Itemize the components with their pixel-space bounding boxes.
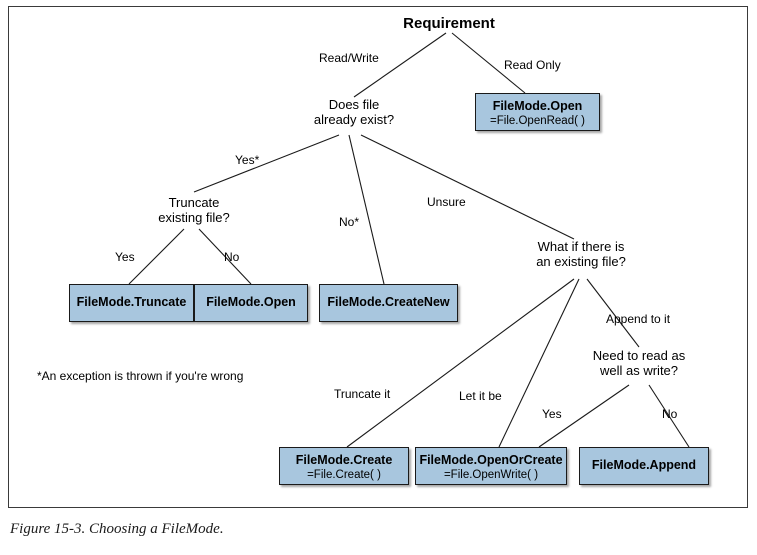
question-truncate-existing [134,195,254,225]
box-filemode-openorcreate [415,447,567,485]
box-filemode-openorcreate-sub: =File.OpenWrite( ) [443,469,539,481]
question-file-exists-line1: Does file [328,97,380,112]
question-file-exists [294,97,414,127]
edge-label-yes-truncate: Yes [115,250,135,264]
box-filemode-create-title: FileMode.Create [295,453,393,467]
box-filemode-truncate-title: FileMode.Truncate [76,295,187,309]
question-file-exists-line2: already exist? [313,112,395,127]
question-need-read-write-line2: well as write? [599,363,679,378]
edge-label-read-write: Read/Write [319,51,379,65]
edge-label-append-to-it: Append to it [606,312,671,326]
box-filemode-truncate [69,284,194,322]
question-existing-file-line1: What if there is [537,239,625,254]
question-need-read-write [574,348,704,378]
question-existing-file [521,239,641,269]
box-filemode-open-title: FileMode.Open [206,295,296,309]
edge-label-no-truncate: No [224,250,240,264]
edge-label-unsure: Unsure [427,195,466,209]
box-filemode-createnew-title: FileMode.CreateNew [327,295,450,309]
box-filemode-open-read [475,93,600,131]
box-filemode-openorcreate-title: FileMode.OpenOrCreate [419,453,563,467]
question-truncate-existing-line2: existing file? [158,210,230,225]
box-filemode-create [279,447,409,485]
edge-label-truncate-it: Truncate it [334,387,391,401]
box-filemode-open-read-title: FileMode.Open [492,99,583,113]
box-filemode-create-sub: =File.Create( ) [307,469,381,481]
box-filemode-append [579,447,709,485]
root-requirement: Requirement [403,15,495,32]
box-filemode-append-title: FileMode.Append [591,458,697,472]
box-filemode-createnew [319,284,458,322]
figure-caption: Figure 15-3. Choosing a FileMode. [10,521,224,537]
filemode-decision-tree [9,7,747,507]
edge-label-yes-star: Yes* [235,153,260,167]
question-existing-file-line2: an existing file? [536,254,626,269]
edge-label-read-only: Read Only [504,58,561,72]
diagram-frame [8,6,748,508]
edge-label-no-star: No* [339,215,360,229]
edge-label-no-read-write: No [662,407,678,421]
question-need-read-write-line1: Need to read as [592,348,686,363]
edge-label-let-it-be: Let it be [459,389,502,403]
question-truncate-existing-line1: Truncate [168,195,220,210]
box-filemode-open [194,284,308,322]
footnote-exception: *An exception is thrown if you're wrong [37,369,244,383]
box-filemode-open-read-sub: =File.OpenRead( ) [490,115,585,127]
edge-label-yes-read-write: Yes [542,407,562,421]
